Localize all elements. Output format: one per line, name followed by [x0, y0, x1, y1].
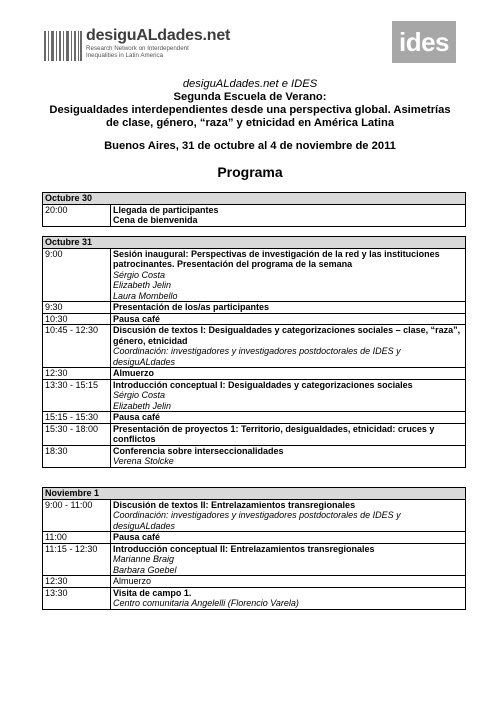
session-details	[111, 313, 466, 325]
session-details	[111, 412, 466, 424]
session-coordinator: Marianne Braig	[113, 554, 175, 564]
schedule-row	[43, 532, 466, 544]
session-title: Conferencia sobre interseccionalidades	[113, 445, 284, 456]
day-label: Octubre 30	[43, 193, 466, 205]
day-header	[43, 488, 466, 500]
session-title: Pausa café	[113, 412, 161, 422]
document-title	[30, 78, 470, 130]
schedule-row	[43, 204, 466, 226]
schedule-row	[43, 576, 466, 588]
day-label: Octubre 31	[43, 237, 466, 249]
programa-heading: Programa	[217, 164, 283, 180]
session-details	[111, 204, 466, 226]
session-coordinator: Sérgio Costa	[113, 269, 166, 280]
session-time: 12:30	[43, 576, 111, 588]
session-title: Llegada de participantes	[113, 204, 219, 215]
session-coordinator: Elizabeth Jelin	[113, 400, 172, 411]
session-details	[111, 543, 466, 576]
session-title: Almuerzo	[113, 368, 155, 378]
session-details	[111, 445, 466, 467]
event-dates: Buenos Aires, 31 de octubre al 4 de noviembre de 2011	[104, 140, 396, 152]
ides-logo: ides	[392, 21, 456, 63]
session-time: 9:00 - 11:00	[43, 499, 111, 532]
session-details	[111, 587, 466, 609]
schedule-row	[43, 412, 466, 424]
desigualdades-logo	[44, 27, 244, 65]
session-time: 15:15 - 15:30	[43, 412, 111, 424]
day-label: Noviembre 1	[43, 488, 466, 500]
session-time: 10:45 - 12:30	[43, 325, 111, 368]
session-title: Pausa café	[113, 532, 161, 542]
session-details	[111, 302, 466, 314]
session-time: 13:30	[43, 587, 111, 609]
session-details	[111, 248, 466, 302]
schedule-row	[43, 499, 466, 532]
session-time: 12:30	[43, 368, 111, 380]
session-coordinator: Laura Mombello	[113, 290, 178, 301]
session-time: 10:30	[43, 313, 111, 325]
brand-subtitle: Research Network on Interdependent Inequalities in Latin America	[86, 45, 189, 59]
session-coordinator: Elizabeth Jelin	[113, 280, 172, 290]
schedule-row	[43, 379, 466, 412]
session-title: Pausa café	[113, 313, 161, 324]
schedule-row	[43, 445, 466, 467]
day-header	[43, 237, 466, 249]
session-coordinator: Sérgio Costa	[113, 390, 166, 400]
session-title: Presentación de los/as participantes	[113, 302, 270, 312]
session-details	[111, 379, 466, 412]
session-details	[111, 499, 466, 532]
schedule-row	[43, 248, 466, 302]
session-title: Introducción conceptual I: Desigualdades y categorizaciones sociales	[113, 379, 413, 390]
session-time: 9:00	[43, 248, 111, 302]
session-coordinator: Coordinación: investigadores y investigadores postdoctorales de IDES y desiguALdades	[113, 510, 401, 531]
schedule-row	[43, 302, 466, 314]
schedule-row	[43, 587, 466, 609]
brand-name: desiguALdades.net	[86, 27, 231, 44]
session-title: Introducción conceptual II: Entrelazamientos transregionales	[113, 543, 375, 554]
session-time: 18:30	[43, 445, 111, 467]
schedule-row	[43, 368, 466, 380]
session-coordinator: Verena Stolcke	[113, 456, 174, 466]
session-title: Discusión de textos II: Entrelazamientos transregionales	[113, 499, 356, 510]
session-time: 13:30 - 15:15	[43, 379, 111, 412]
session-time: 9:30	[43, 302, 111, 314]
schedule-table-octubre-30	[42, 192, 466, 227]
day-header	[43, 193, 466, 205]
title-line-1: desiguALdades.net e IDES	[182, 78, 318, 90]
session-time: 15:30 - 18:00	[43, 423, 111, 445]
session-time: 20:00	[43, 204, 111, 226]
title-line-2: Segunda Escuela de Verano:	[173, 91, 327, 103]
title-line-4: de clase, género, “raza” y etnicidad en América Latina	[105, 117, 395, 129]
session-title: Cena de bienvenida	[113, 215, 198, 225]
session-coordinator: Barbara Goebel	[113, 564, 177, 575]
session-title: Sesión inaugural: Perspectivas de investigación de la red y las instituciones patrocinantes. Presentación del programa de la semana	[113, 248, 440, 269]
barcode-icon	[44, 31, 82, 61]
session-details	[111, 532, 466, 544]
session-coordinator: Centro comunitaria Angelelli (Florencio Varela)	[113, 598, 299, 608]
schedule-row	[43, 325, 466, 368]
session-coordinator: Coordinación: investigadores y investigadores postdoctorales de IDES y desiguALdades	[113, 346, 401, 367]
session-details	[111, 368, 466, 380]
schedule-row	[43, 313, 466, 325]
session-time: 11:15 - 12:30	[43, 543, 111, 576]
session-title: Visita de campo 1.	[113, 587, 192, 598]
schedule-row	[43, 423, 466, 445]
session-details	[111, 423, 466, 445]
schedule-table-noviembre-1	[42, 487, 466, 610]
session-title: Almuerzo	[113, 576, 152, 586]
session-time: 11:00	[43, 532, 111, 544]
title-line-3: Desigualdades interdependientes desde una perspectiva global. Asimetrías	[49, 104, 451, 116]
session-title: Presentación de proyectos 1: Territorio, desigualdades, etnicidad: cruces y conflictos	[113, 423, 435, 444]
schedule-table-octubre-31	[42, 236, 466, 468]
session-title: Discusión de textos I: Desigualdades y categorizaciones sociales – clase, “raza”, género, etnicidad	[113, 325, 461, 346]
session-details	[111, 576, 466, 588]
schedule-row	[43, 543, 466, 576]
session-details	[111, 325, 466, 368]
